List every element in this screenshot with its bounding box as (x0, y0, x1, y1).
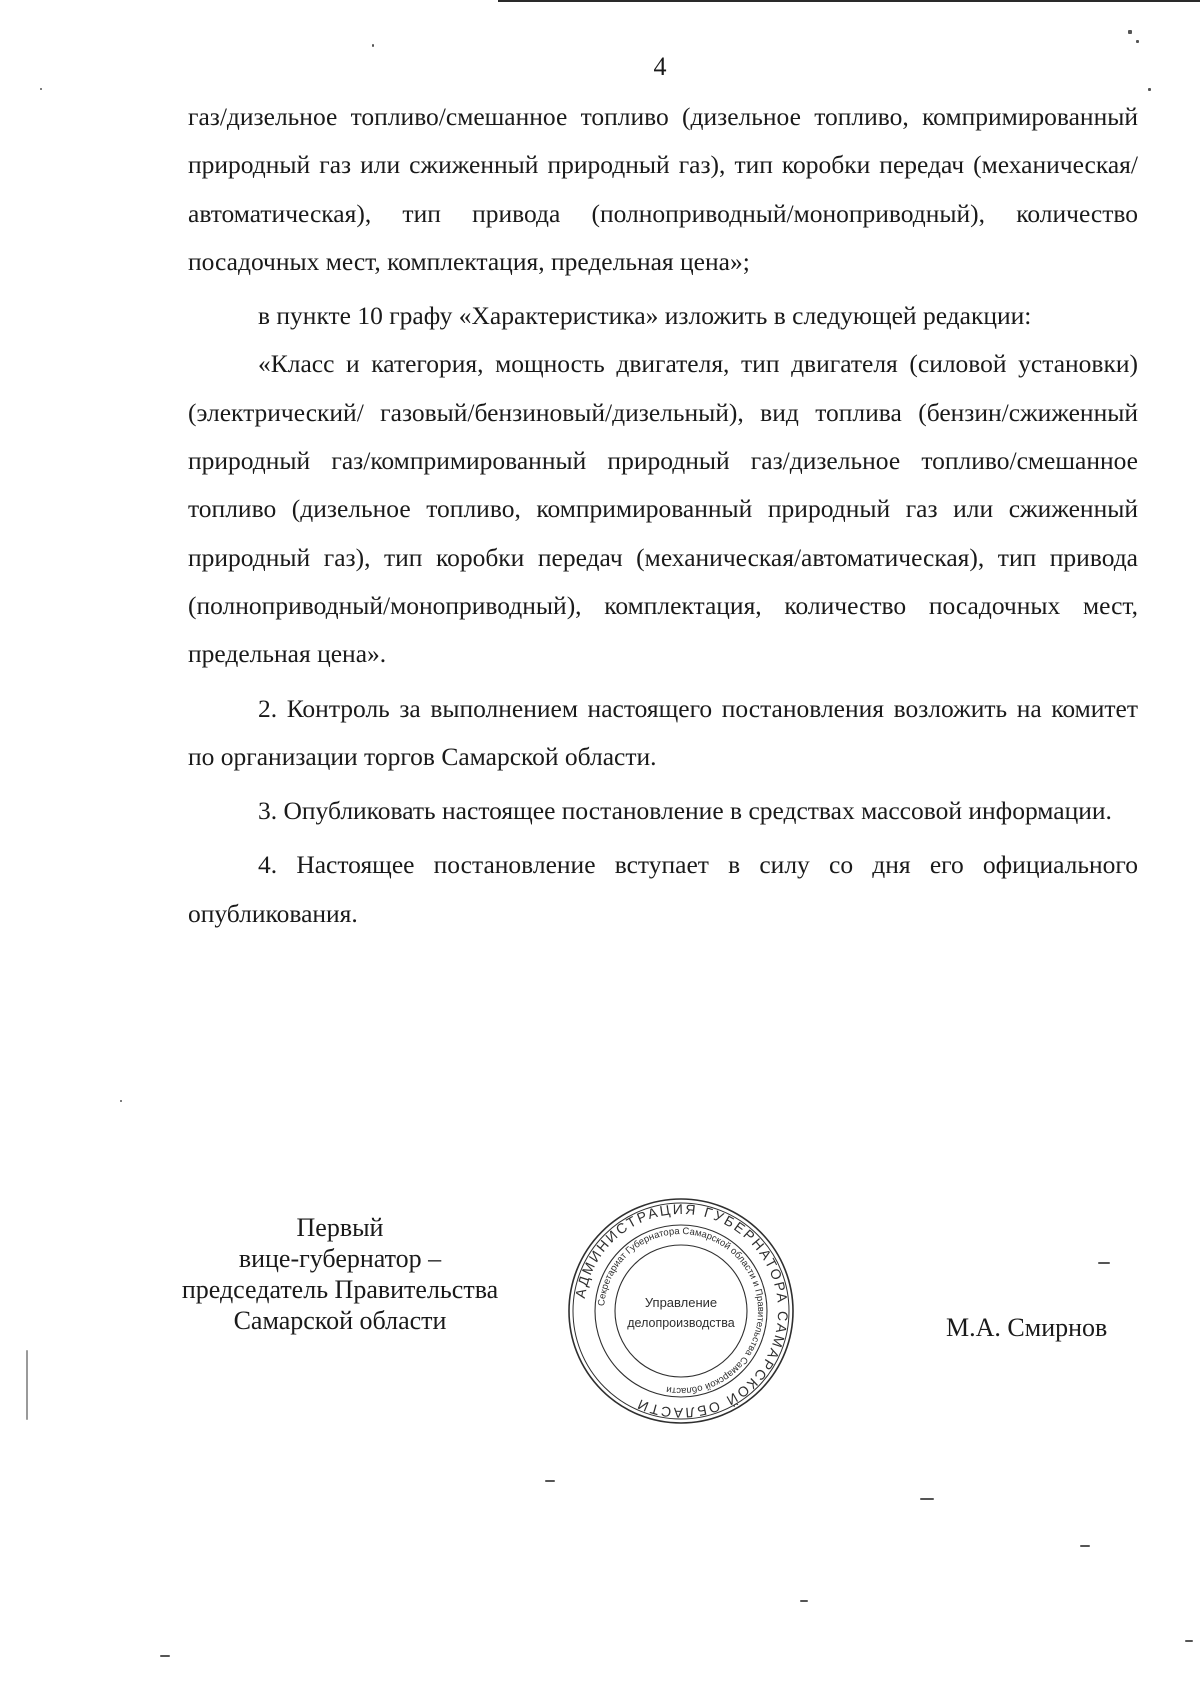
stamp-center-line-1: Управление (644, 1295, 718, 1310)
scan-speck (1185, 1640, 1193, 1642)
stamp-outer-text: АДМИНИСТРАЦИЯ ГУБЕРНАТОРА САМАРСКОЙ ОБЛАСТИ (571, 1200, 792, 1422)
signatory-title-line: Самарской области (233, 1306, 447, 1335)
document-body (188, 93, 1138, 938)
paragraph-effective: 4. Настоящее постановление вступает в силу со дня его официального опубликования. (188, 850, 1138, 928)
scan-speck (800, 1600, 808, 1602)
paragraph-continuation: газ/дизельное топливо/смешанное топливо (дизельное топливо, компримированный природный газ или сжиженный природный газ), тип коробки передач (механическая/автоматическая), тип привода (полноприводный/моноприводный), количество посадочных мест, комплектация, предельная цена»; (188, 102, 1138, 276)
scan-speck (120, 1100, 122, 1102)
signatory-name: М.А. Смирнов (946, 1313, 1108, 1342)
paragraph-publish: 3. Опубликовать настоящее постановление в средствах массовой информации. (258, 796, 1112, 826)
signatory-title-line: председатель Правительства (181, 1275, 499, 1304)
scan-speck (26, 1350, 28, 1420)
scan-speck (1136, 40, 1139, 43)
scan-speck (1128, 30, 1132, 34)
scan-speck (1148, 88, 1151, 91)
scan-speck (372, 44, 374, 47)
top-border-line (498, 0, 1200, 2)
signatory-title-line: Первый (296, 1213, 384, 1242)
official-seal-stamp (566, 1196, 796, 1426)
paragraph-item-10: в пункте 10 графу «Характеристика» изложить в следующей редакции: (258, 301, 1032, 331)
paragraph-control: 2. Контроль за выполнением настоящего постановления возложить на комитет по организации торгов Самарской области. (188, 693, 1138, 771)
page-number: 4 (653, 52, 667, 81)
signatory-title-line: вице-губернатор – (238, 1244, 442, 1273)
scan-speck (920, 1498, 934, 1500)
scan-speck (1098, 1262, 1110, 1264)
signatory-title (155, 1212, 525, 1336)
scan-speck (1080, 1545, 1090, 1547)
scan-speck (160, 1655, 170, 1657)
stamp-center-line-2: делопроизводства (627, 1316, 735, 1330)
scan-speck (545, 1480, 555, 1482)
paragraph-characteristic-quote: «Класс и категория, мощность двигателя, тип двигателя (силовой установки) (электрический/ газовый/бензиновый/дизельный), вид топлива (бензин/сжиженный природный газ/компримированный природный газ/дизельное топливо/смешанное топливо (дизельное топливо, компримированный природный газ или сжиженный природный газ), тип коробки передач (механическая/автоматическая), тип привода (полноприводный/моноприводный), комплектация, количество посадочных мест, предельная цена». (188, 349, 1138, 669)
scan-speck (40, 88, 42, 90)
stamp-inner-text: Секретариат Губернатора Самарской области и Правительства Самарской области (596, 1225, 767, 1397)
